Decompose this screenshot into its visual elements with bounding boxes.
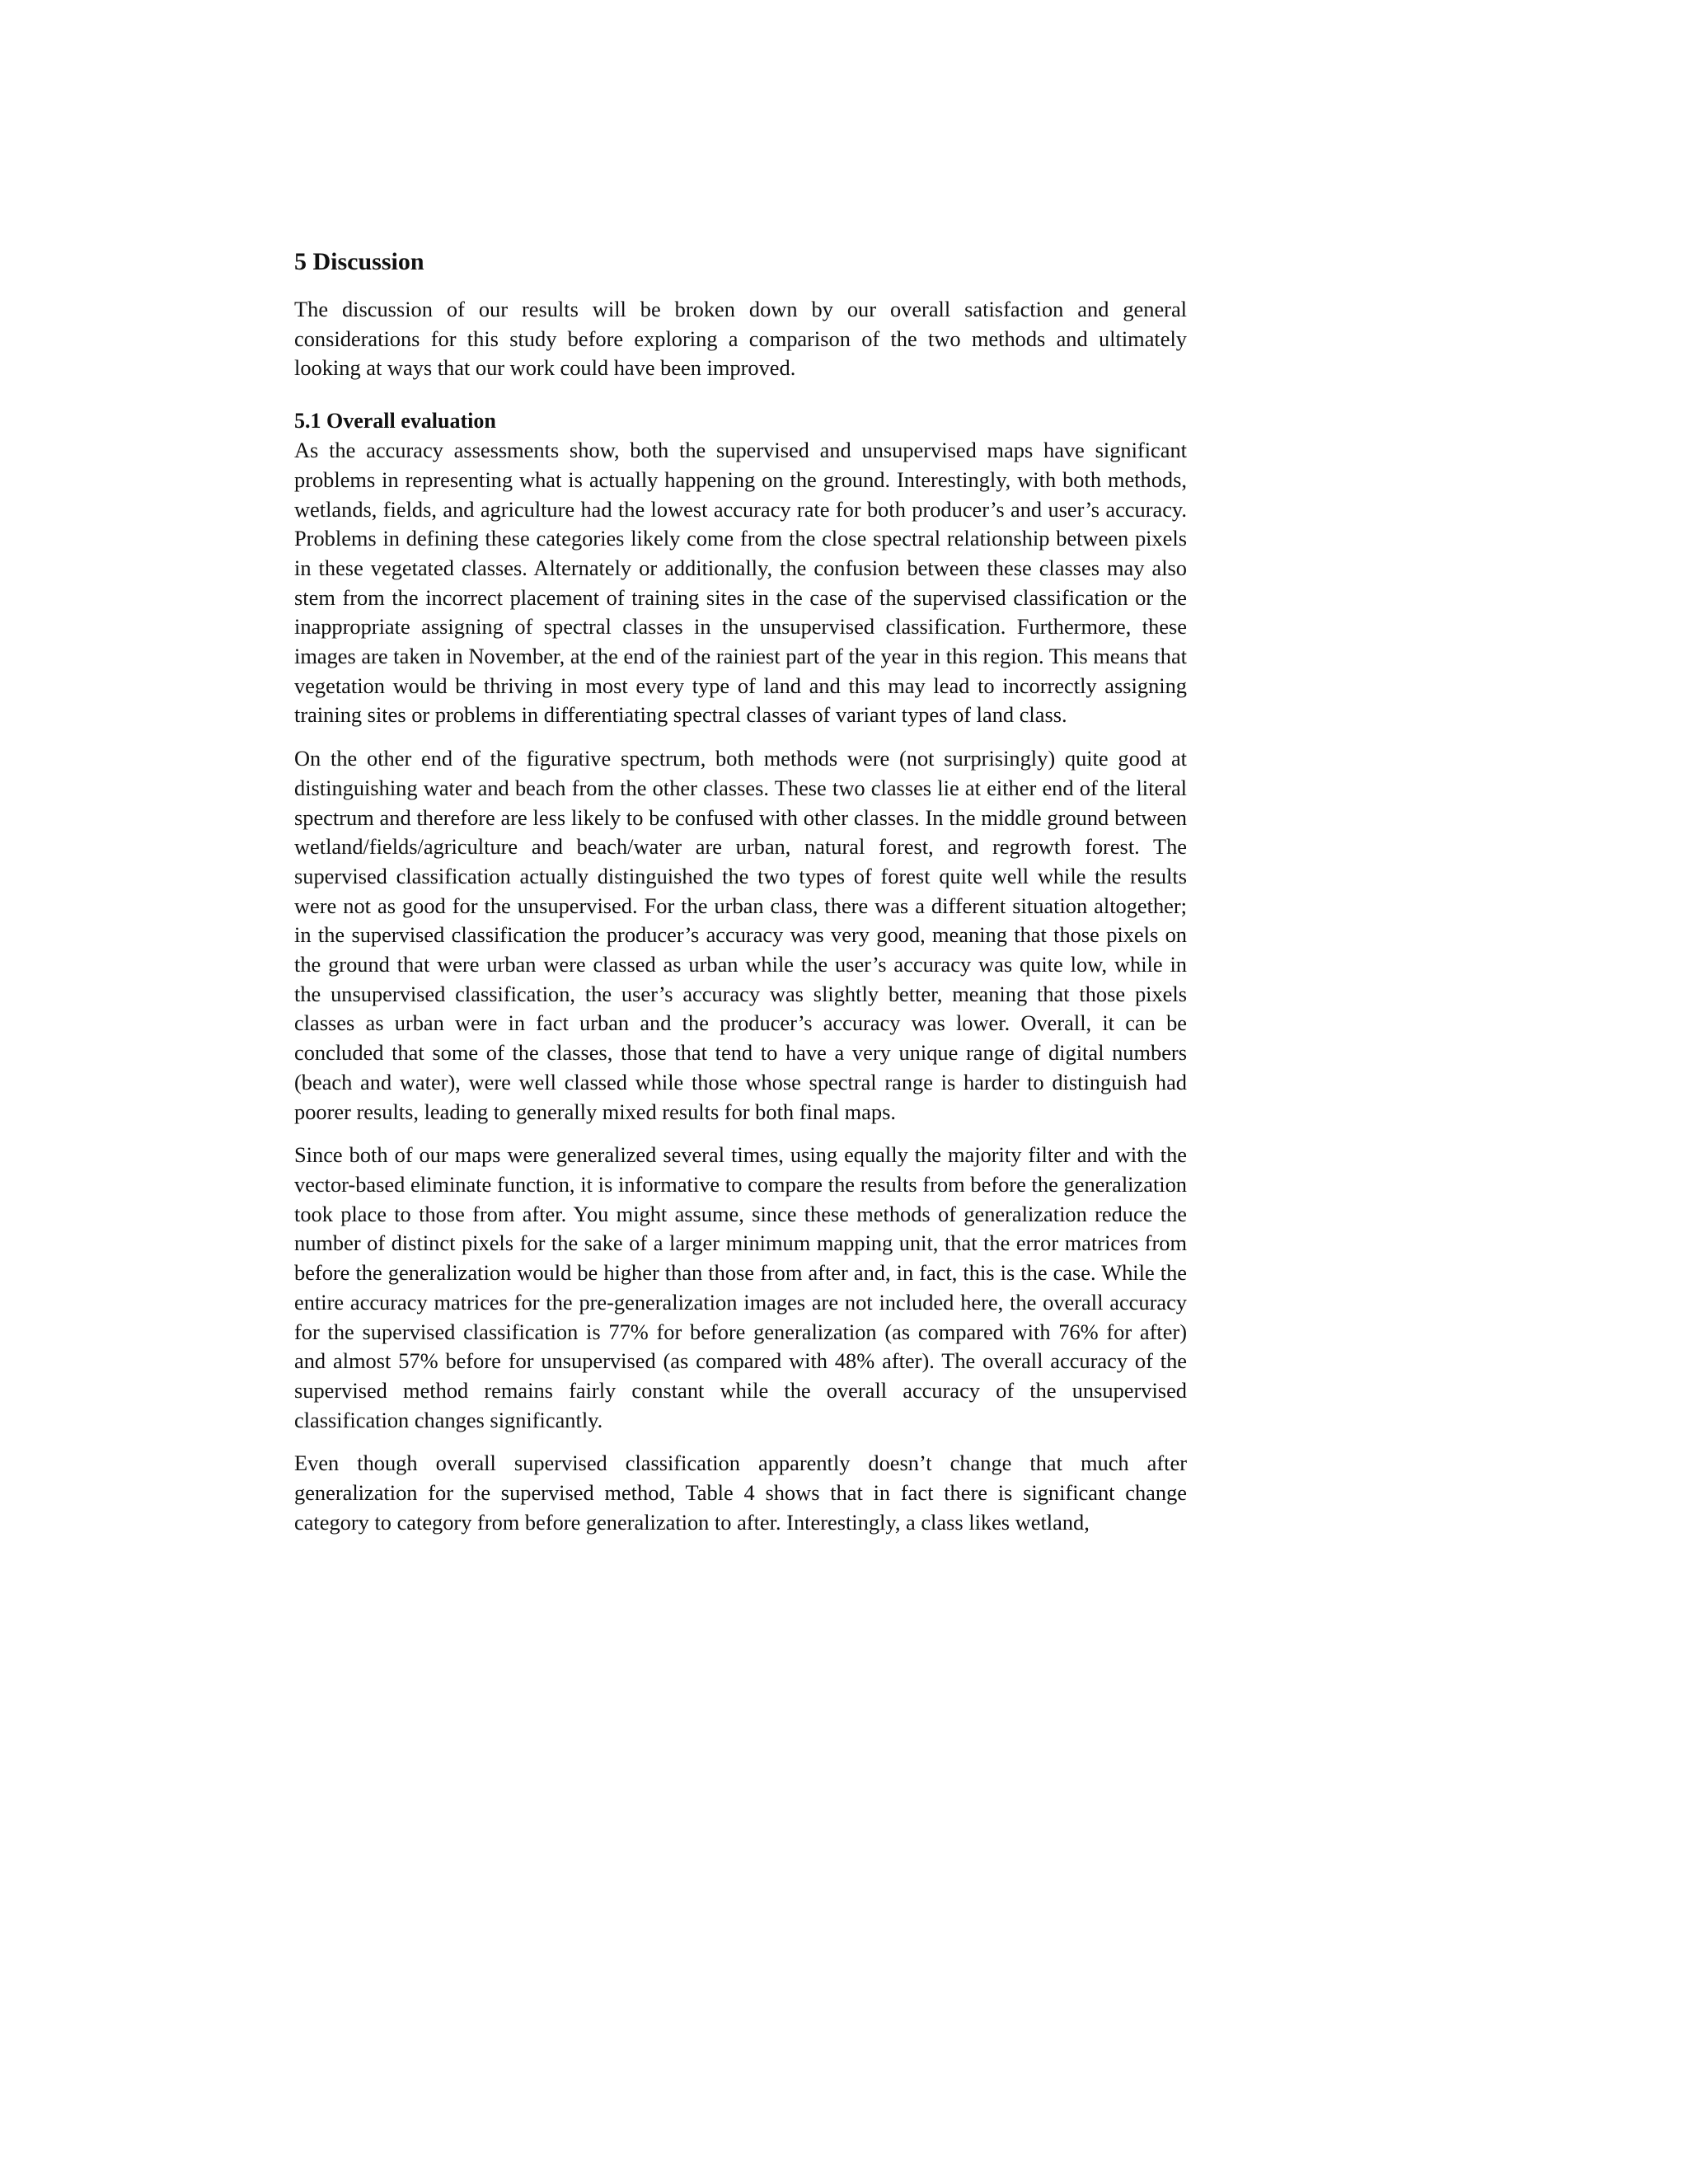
body-paragraph-1: As the accuracy assessments show, both the supervised and unsupervised maps have significant problems in representing what is actually happening on the ground. Interestingly, with both methods, wetlands, fields, and agriculture had the lowest accuracy rate for both producer’s and user’s accuracy. Problems in defining these categories likely come from the close spectral relationship between pixels in these vegetated classes. Alternately or additionally, the confusion between these classes may also stem from the incorrect placement of training sites in the case of the supervised classification or the inappropriate assigning of spectral classes in the unsupervised classification. Furthermore, these images are taken in November, at the end of the rainiest part of the year in this region. This means that vegetation would be thriving in most every type of land and this may lead to incorrectly assigning training sites or problems in differentiating spectral classes of variant types of land class. [294, 438, 1187, 728]
body-paragraph-4: Even though overall supervised classification apparently doesn’t change that much after generalization for the supervised method, Table 4 shows that in fact there is significant change category to category from before generalization to after. Interestingly, a class likes wetland, [294, 1451, 1187, 1535]
subsection-heading: 5.1 Overall evaluation [294, 409, 496, 434]
section-heading: 5 Discussion [294, 248, 424, 275]
intro-paragraph: The discussion of our results will be broken down by our overall satisfaction and general considerations for this study before exploring a comparison of the two methods and ultimately looking at ways that our work could have been improved. [294, 297, 1187, 381]
page-content [294, 247, 1187, 1551]
body-paragraph-3: Since both of our maps were generalized several times, using equally the majority filter and with the vector-based eliminate function, it is informative to compare the results from before the generalization took place to those from after. You might assume, since these methods of generalization reduce the number of distinct pixels for the sake of a larger minimum mapping unit, that the error matrices from before the generalization would be higher than those from after and, in fact, this is the case. While the entire accuracy matrices for the pre-generalization images are not included here, the overall accuracy for the supervised classification is 77% for before generalization (as compared with 76% for after) and almost 57% before for unsupervised (as compared with 48% after). The overall accuracy of the supervised method remains fairly constant while the overall accuracy of the unsupervised classification changes significantly. [294, 1142, 1187, 1432]
body-paragraph-2: On the other end of the figurative spectrum, both methods were (not surprisingly) quite good at distinguishing water and beach from the other classes. These two classes lie at either end of the literal spectrum and therefore are less likely to be confused with other classes. In the middle ground between wetland/fields/agriculture and beach/water are urban, natural forest, and regrowth forest. The supervised classification actually distinguished the two types of forest quite well while the results were not as good for the unsupervised. For the urban class, there was a different situation altogether; in the supervised classification the producer’s accuracy was very good, meaning that those pixels on the ground that were urban were classed as urban while the user’s accuracy was quite low, while in the unsupervised classification, the user’s accuracy was slightly better, meaning that those pixels classes as urban were in fact urban and the producer’s accuracy was lower. Overall, it can be concluded that some of the classes, those that tend to have a very unique range of digital numbers (beach and water), were well classed while those whose spectral range is harder to distinguish had poorer results, leading to generally mixed results for both final maps. [294, 746, 1187, 1124]
